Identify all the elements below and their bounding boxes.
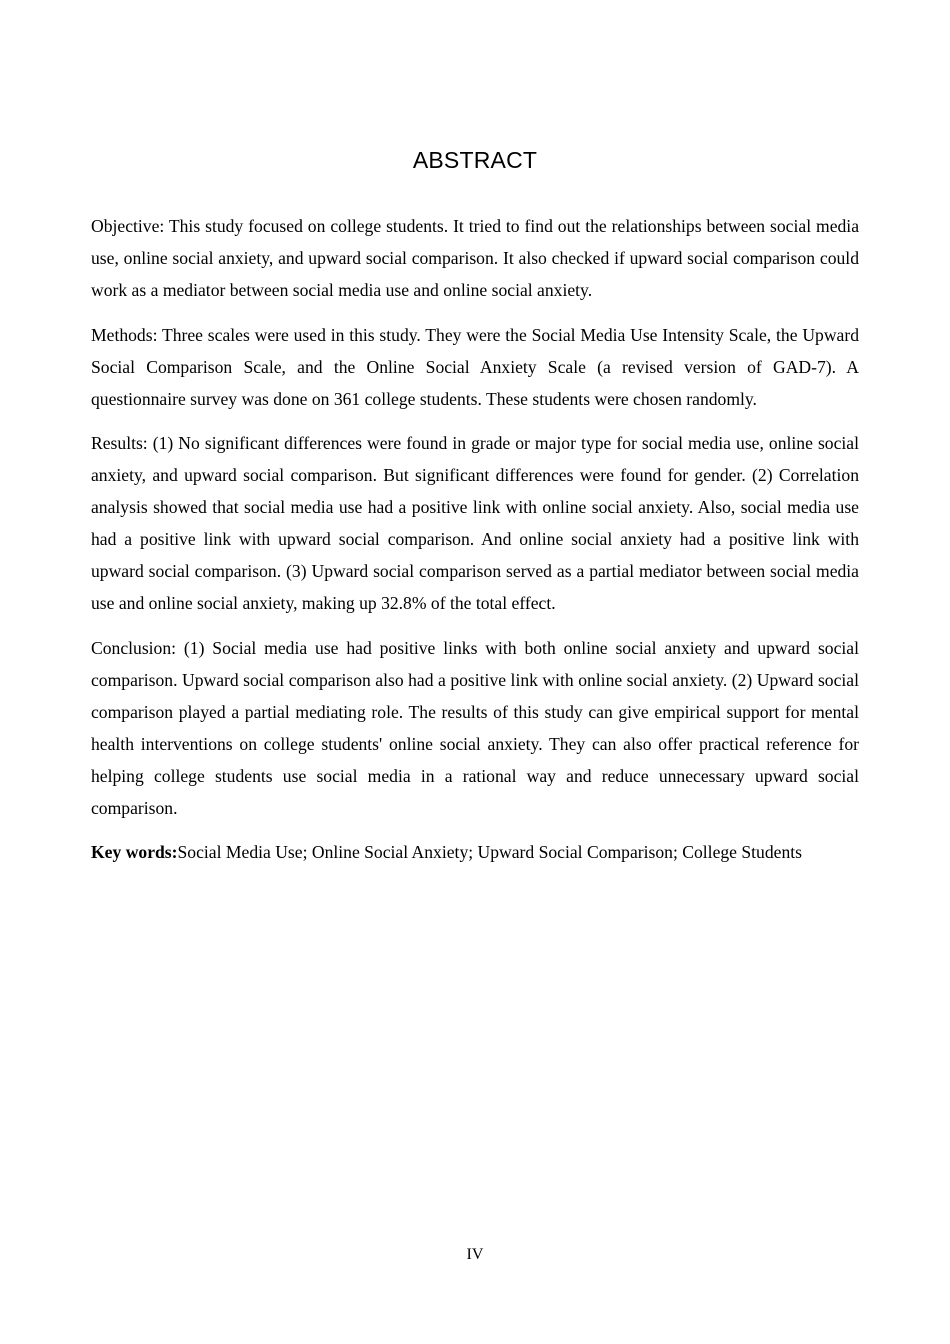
methods-paragraph: Methods: Three scales were used in this study. They were the Social Media Use Intensity Scale, the Upward Social Comparison Scale, and the Online Social Anxiety Scale (a revised version of GAD-7). A questionnaire survey was done on 361 college students. These students were chosen randomly. bbox=[91, 324, 859, 409]
page-title: ABSTRACT bbox=[412, 147, 538, 173]
page-number: IV bbox=[466, 1246, 484, 1263]
keywords-paragraph bbox=[91, 836, 859, 868]
conclusion-paragraph: Conclusion: (1) Social media use had positive links with both online social anxiety and upward social comparison. Upward social comparison also had a positive link with online social anxiety. (2) Upward social comparison played a partial mediating role. The results of this study can give empirical support for mental health interventions on college students' online social anxiety. They can also offer practical reference for helping college students use social media in a rational way and reduce unnecessary upward social comparison. bbox=[91, 637, 859, 818]
results-paragraph: Results: (1) No significant differences were found in grade or major type for social media use, online social anxiety, and upward social comparison. But significant differences were found for gender. (2) Correlation analysis showed that social media use had a positive link with online social anxiety. Also, social media use had a positive link with upward social comparison. And online social anxiety had a positive link with upward social comparison. (3) Upward social comparison served as a partial mediator between social media use and online social anxiety, making up 32.8% of the total effect. bbox=[91, 433, 859, 613]
abstract-body bbox=[91, 210, 859, 881]
objective-paragraph: Objective: This study focused on college students. It tried to find out the relationships between social media use, online social anxiety, and upward social comparison. It also checked if upward social comparison could work as a mediator between social media use and online social anxiety. bbox=[91, 216, 859, 300]
keywords-text: Social Media Use; Online Social Anxiety; Upward Social Comparison; College Students bbox=[177, 842, 802, 862]
keywords-label: Key words: bbox=[91, 842, 178, 862]
